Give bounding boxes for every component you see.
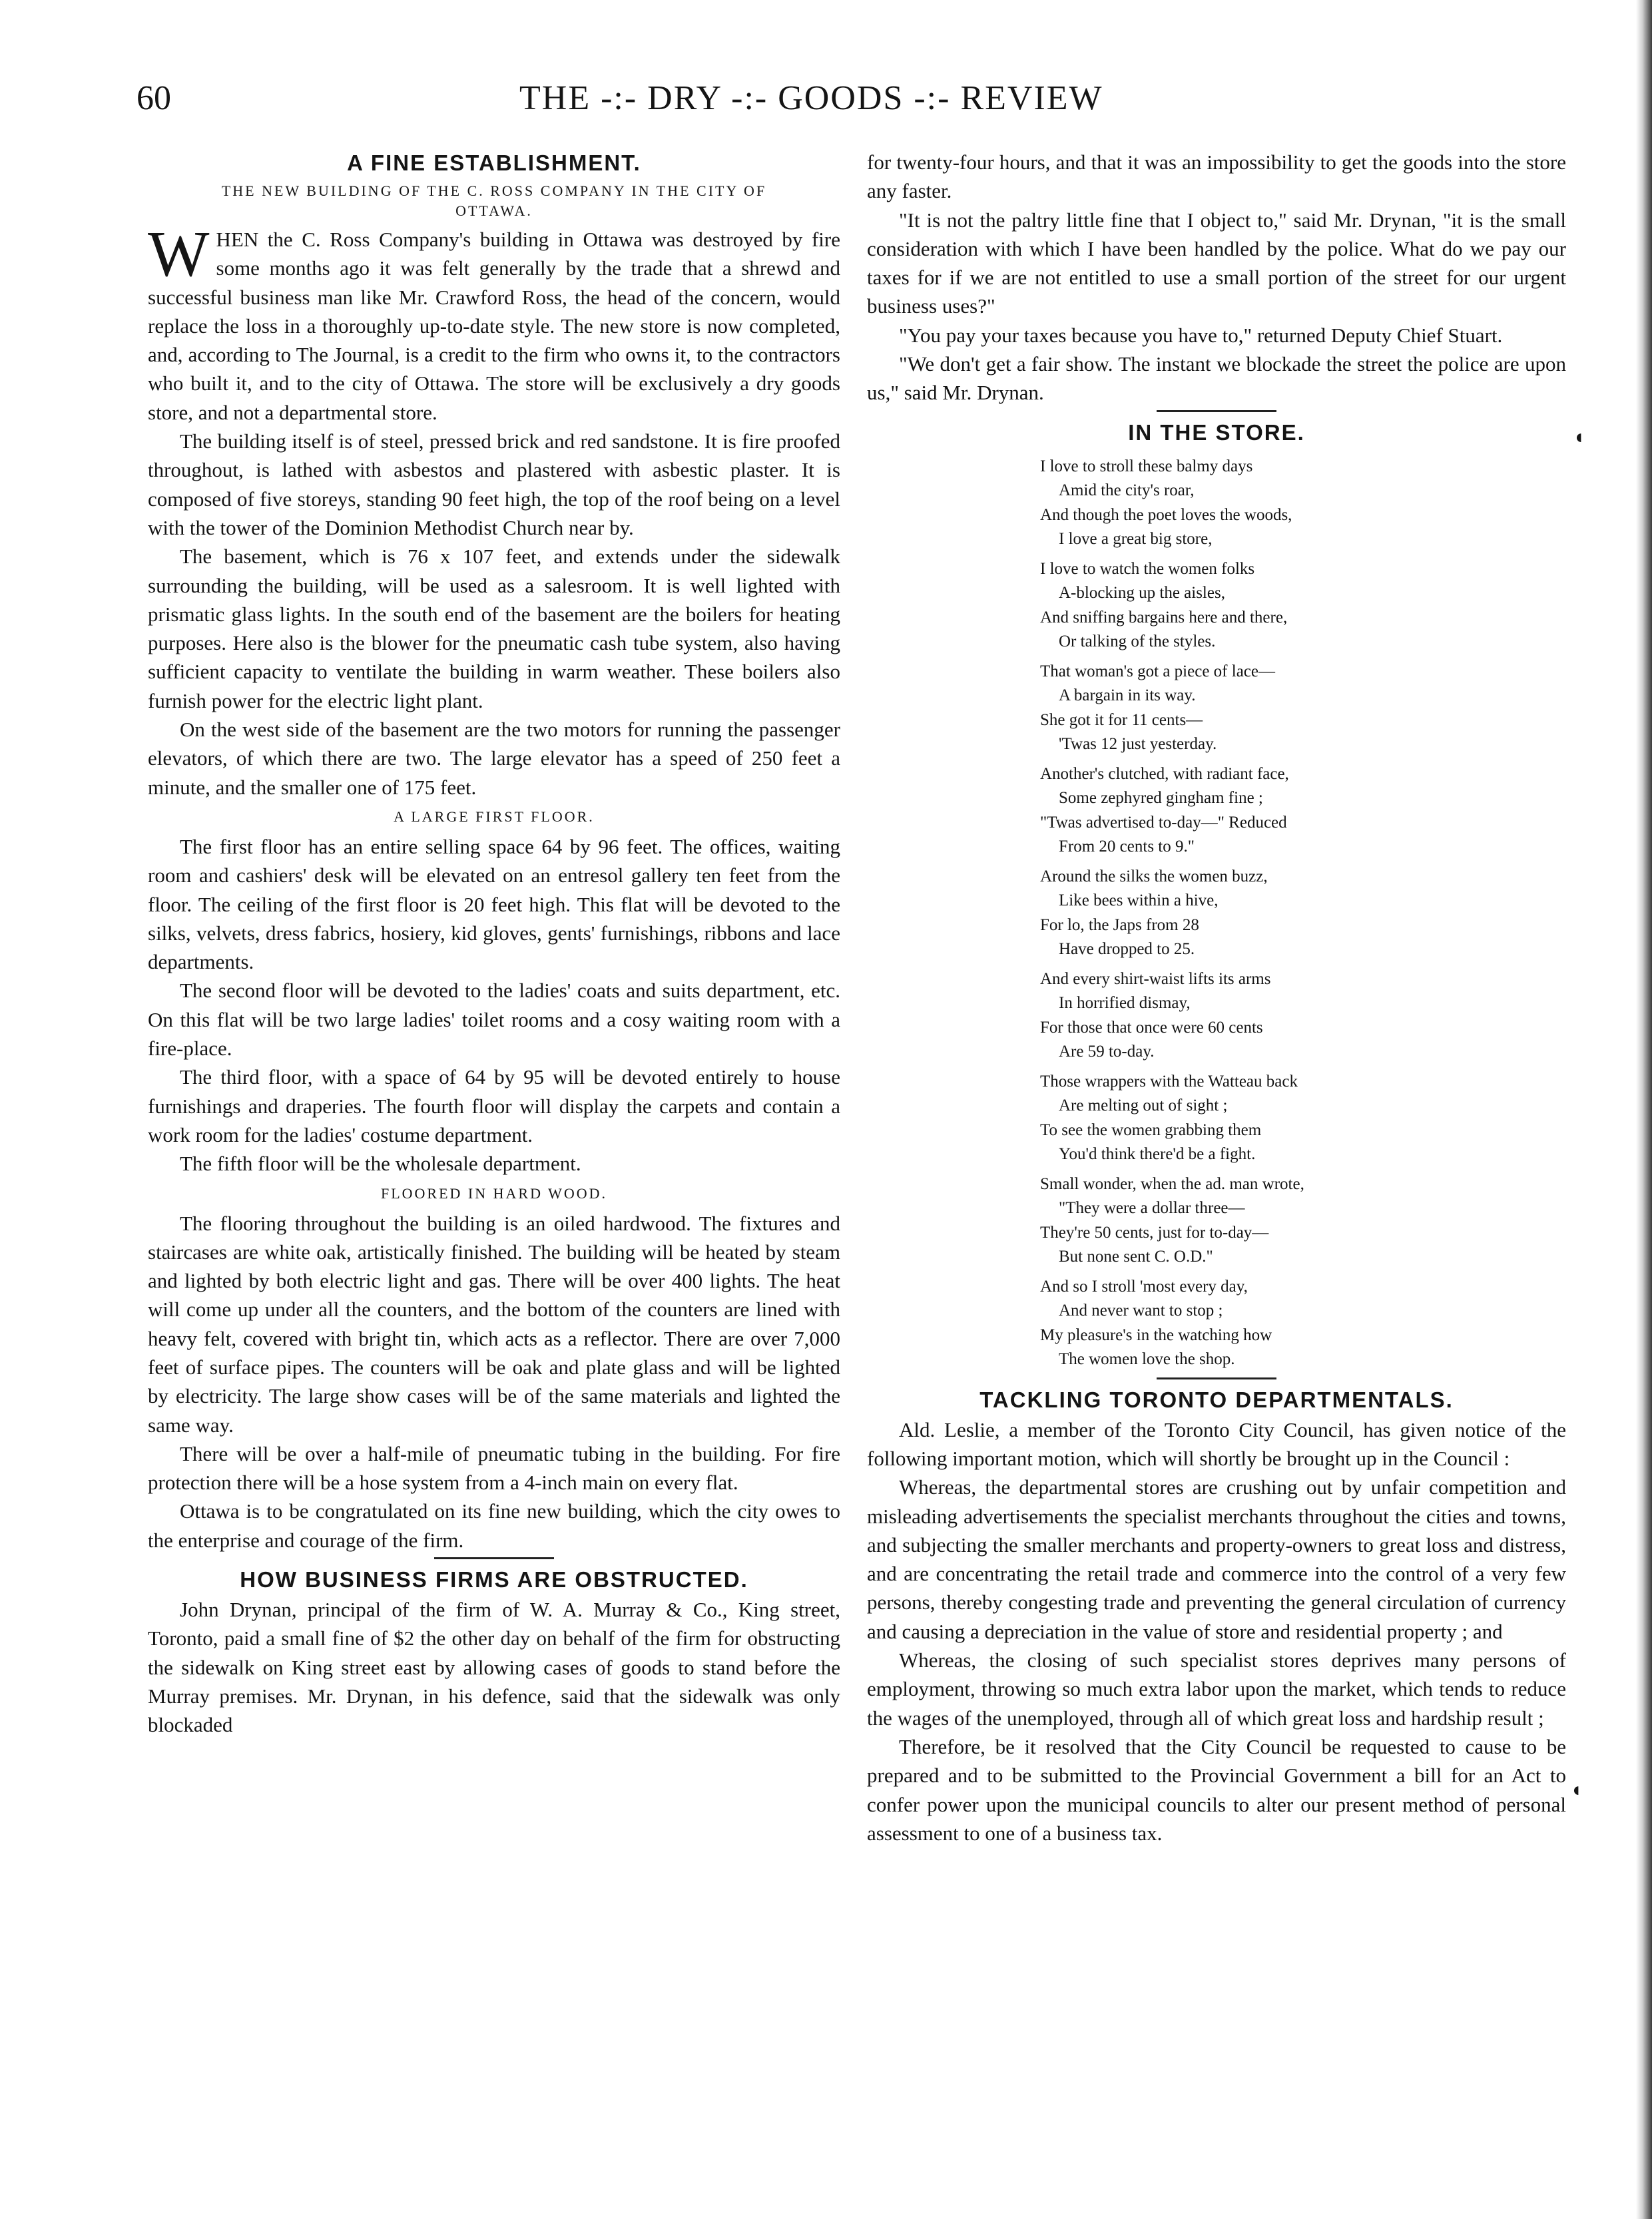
poem-line: Or talking of the styles.: [1059, 632, 1216, 651]
poem-line: The women love the shop.: [1059, 1350, 1235, 1369]
poem-stanza: [1040, 1275, 1566, 1372]
poem-line: And never want to stop ;: [1059, 1302, 1223, 1320]
poem-line: I love to stroll these balmy days: [1040, 457, 1253, 475]
paragraph: The fifth floor will be the wholesale department.: [180, 1152, 581, 1176]
page-number: 60: [137, 79, 171, 117]
poem-line: And though the poet loves the woods,: [1040, 505, 1292, 524]
divider-rule: [1157, 410, 1276, 412]
masthead: THE -:- DRY -:- GOODS -:- REVIEW: [519, 79, 1103, 117]
divider-rule: [434, 1557, 554, 1559]
poem-line: But none sent C. O.D.": [1059, 1248, 1213, 1266]
paragraph: The second floor will be devoted to the ladies' coats and suits department, etc. On this flat will be two large ladies' toilet rooms and a cosy waiting room with a fire-place.: [148, 979, 840, 1061]
poem-line: "Twas advertised to-day—" Reduced: [1040, 813, 1287, 832]
paragraph: "It is not the paltry little fine that I object to," said Mr. Drynan, "it is the small consideration with which I have been handled by the police. What do we pay our taxes for if we are not entitled to use a small portion of the street for our urgent business uses?": [867, 208, 1566, 318]
paragraph: Ald. Leslie, a member of the Toronto City Council, has given notice of the following important motion, which will shortly be brought up in the Council :: [867, 1417, 1566, 1470]
article-subtitle: THE NEW BUILDING OF THE C. ROSS COMPANY IN THE CITY OF OTTAWA.: [221, 182, 767, 219]
poem-line: And every shirt-waist lifts its arms: [1040, 969, 1271, 988]
poem-stanza: [1040, 1172, 1566, 1270]
poem-stanza: [1040, 865, 1566, 962]
poem-stanza: [1040, 455, 1566, 552]
paragraph: Whereas, the closing of such specialist stores deprives many persons of employment, throwing so much extra labor upon the market, which tends to reduce the wages of the unemployed, through all of which great loss and hardship result ;: [867, 1648, 1566, 1730]
poem-line: I love to watch the women folks: [1040, 559, 1255, 578]
poem-line: They're 50 cents, just for to-day—: [1040, 1223, 1269, 1242]
poem-line: Another's clutched, with radiant face,: [1040, 764, 1289, 783]
paragraph: "You pay your taxes because you have to," returned Deputy Chief Stuart.: [899, 323, 1503, 347]
poem-line: She got it for 11 cents—: [1040, 710, 1203, 729]
poem-line: You'd think there'd be a fight.: [1059, 1145, 1256, 1164]
poem-line: Small wonder, when the ad. man wrote,: [1040, 1174, 1304, 1193]
paragraph: On the west side of the basement are the two motors for running the passenger elevators, of which there are two. The large elevator has a speed of 250 feet a minute, and the smaller one of 175 feet.: [148, 718, 840, 799]
paragraph: The first floor has an entire selling space 64 by 96 feet. The offices, waiting room and cashiers' desk will be elevated on an entresol gallery ten feet from the floor. The ceiling of the first floor is 20 feet high. This flat will be devoted to the silks, velvets, dress fabrics, hosiery, kid gloves, gents' furnishings, ribbons and lace departments.: [148, 834, 840, 974]
poem-line: Those wrappers with the Watteau back: [1040, 1072, 1298, 1091]
right-column: [867, 148, 1566, 1848]
page-spine-edge: [1636, 0, 1652, 2219]
poem-line: To see the women grabbing them: [1040, 1120, 1262, 1139]
drop-cap: W: [148, 218, 210, 290]
paragraph: The building itself is of steel, pressed brick and red sandstone. It is fire proofed throughout, is lathed with asbestos and plastered with asbestic plaster. It is composed of five storeys, standing 90 feet high, the top of the roof being on a level with the tower of the Dominion Methodist Church near by.: [148, 429, 840, 539]
paragraph: The basement, which is 76 x 107 feet, and extends under the sidewalk surrounding the building, will be used as a salesroom. It is well lighted with prismatic glass lights. In the south end of the basement are the boilers for heating purposes. Here also is the blower for the pneumatic cash tube system, also having sufficient capacity to ventilate the building in warm weather. These boilers also furnish power for the electric light plant.: [148, 545, 840, 712]
poem-line: Like bees within a hive,: [1059, 891, 1219, 910]
paragraph: There will be over a half-mile of pneumatic tubing in the building. For fire protection there will be a hose system from a 4-inch main on every flat.: [148, 1441, 840, 1495]
poem-line: A-blocking up the aisles,: [1059, 584, 1225, 603]
paragraph: "We don't get a fair show. The instant we blockade the street the police are upon us," said Mr. Drynan.: [867, 352, 1566, 405]
poem-line: I love a great big store,: [1059, 530, 1213, 549]
poem-line: Are 59 to-day.: [1059, 1043, 1155, 1061]
poem-line: Around the silks the women buzz,: [1040, 867, 1268, 885]
margin-ink-mark: ◖: [1570, 1779, 1583, 1801]
paragraph: WHEN the C. Ross Company's building in Ottawa was destroyed by fire some months ago it was felt generally by the trade that a shrewd and successful business man like Mr. Crawford Ross, the head of the concern, would replace the loss in a thoroughly up-to-date style. The new store is now completed, and, according to The Journal, is a credit to the firm who owns it, to the contractors who built it, and to the city of Ottawa. The store will be exclusively a dry goods store, and not a departmental store.: [148, 218, 840, 424]
paragraph: Therefore, be it resolved that the City Council be requested to cause to be prepared and to be submitted to the Provincial Government a bill for an Act to confer power upon the municipal councils to alter our present method of personal assessment to one of a business tax.: [867, 1734, 1566, 1845]
poem-stanza: [1040, 762, 1566, 860]
poem: [1040, 455, 1566, 1372]
poem-line: For those that once were 60 cents: [1040, 1018, 1263, 1037]
paragraph: Ottawa is to be congratulated on its fine new building, which the city owes to the enterprise and courage of the firm.: [148, 1499, 840, 1552]
poem-line: In horrified dismay,: [1059, 994, 1191, 1013]
poem-line: Are melting out of sight ;: [1059, 1097, 1228, 1115]
section-subhead: A LARGE FIRST FLOOR.: [394, 808, 595, 825]
poem-line: That woman's got a piece of lace—: [1040, 662, 1275, 680]
article-title-fine-establishment: A FINE ESTABLISHMENT.: [347, 150, 641, 175]
article-title-business-firms: HOW BUSINESS FIRMS ARE OBSTRUCTED.: [240, 1567, 748, 1593]
paragraph: The flooring throughout the building is an oiled hardwood. The fixtures and staircases are white oak, artistically finished. The building will be heated by steam and lighted by both electric light and gas. There will be over 400 lights. The heat will come up under all the counters, and the bottom of the counters are lined with heavy felt, covered with bright tin, which acts as a reflector. There are over 7,000 feet of surface pipes. The counters will be oak and plate glass and will be lighted by electricity. The large show cases will be of the same materials and lighted the same way.: [148, 1211, 840, 1437]
poem-line: And sniffing bargains here and there,: [1040, 608, 1288, 626]
poem-title: IN THE STORE.: [1128, 419, 1305, 445]
poem-line: Some zephyred gingham fine ;: [1059, 789, 1263, 808]
paragraph: Whereas, the departmental stores are crushing out by unfair competition and misleading advertisements the specialist merchants throughout the cities and towns, and subjecting the smaller merchants and property-owners to great loss and distress, and are concentrating the retail trade and commerce into the control of a very few persons, thereby congesting trade and preventing the general circulation of currency and causing a depreciation in the value of store and residential property ; and: [867, 1475, 1566, 1643]
poem-line: From 20 cents to 9.": [1059, 838, 1195, 856]
left-column: [148, 148, 840, 1740]
poem-stanza: [1040, 1070, 1566, 1167]
margin-ink-mark: ◖: [1573, 426, 1585, 448]
poem-line: For lo, the Japs from 28: [1040, 915, 1199, 934]
poem-line: "They were a dollar three—: [1059, 1199, 1245, 1218]
poem-line: 'Twas 12 just yesterday.: [1059, 735, 1217, 754]
poem-line: Have dropped to 25.: [1059, 940, 1195, 959]
paragraph: for twenty-four hours, and that it was an impossibility to get the goods into the store any faster.: [867, 150, 1566, 203]
paragraph: The third floor, with a space of 64 by 95 will be devoted entirely to house furnishings and draperies. The fourth floor will display the carpets and contain a work room for the ladies' costume department.: [148, 1065, 840, 1146]
poem-stanza: [1040, 660, 1566, 757]
paragraph: John Drynan, principal of the firm of W. A. Murray & Co., King street, Toronto, paid a small fine of $2 the other day on behalf of the firm for obstructing the sidewalk on King street east by allowing cases of goods to stand before the Murray premises. Mr. Drynan, in his defence, said that the sidewalk was only blockaded: [148, 1598, 840, 1737]
divider-rule: [1157, 1377, 1276, 1379]
poem-stanza: [1040, 557, 1566, 654]
poem-line: And so I stroll 'most every day,: [1040, 1277, 1248, 1296]
poem-line: My pleasure's in the watching how: [1040, 1326, 1272, 1344]
poem-line: A bargain in its way.: [1059, 686, 1196, 705]
poem-stanza: [1040, 967, 1566, 1065]
poem-line: Amid the city's roar,: [1059, 481, 1195, 500]
article-title-toronto-departmentals: TACKLING TORONTO DEPARTMENTALS.: [979, 1387, 1454, 1412]
section-subhead: FLOORED IN HARD WOOD.: [380, 1184, 608, 1202]
